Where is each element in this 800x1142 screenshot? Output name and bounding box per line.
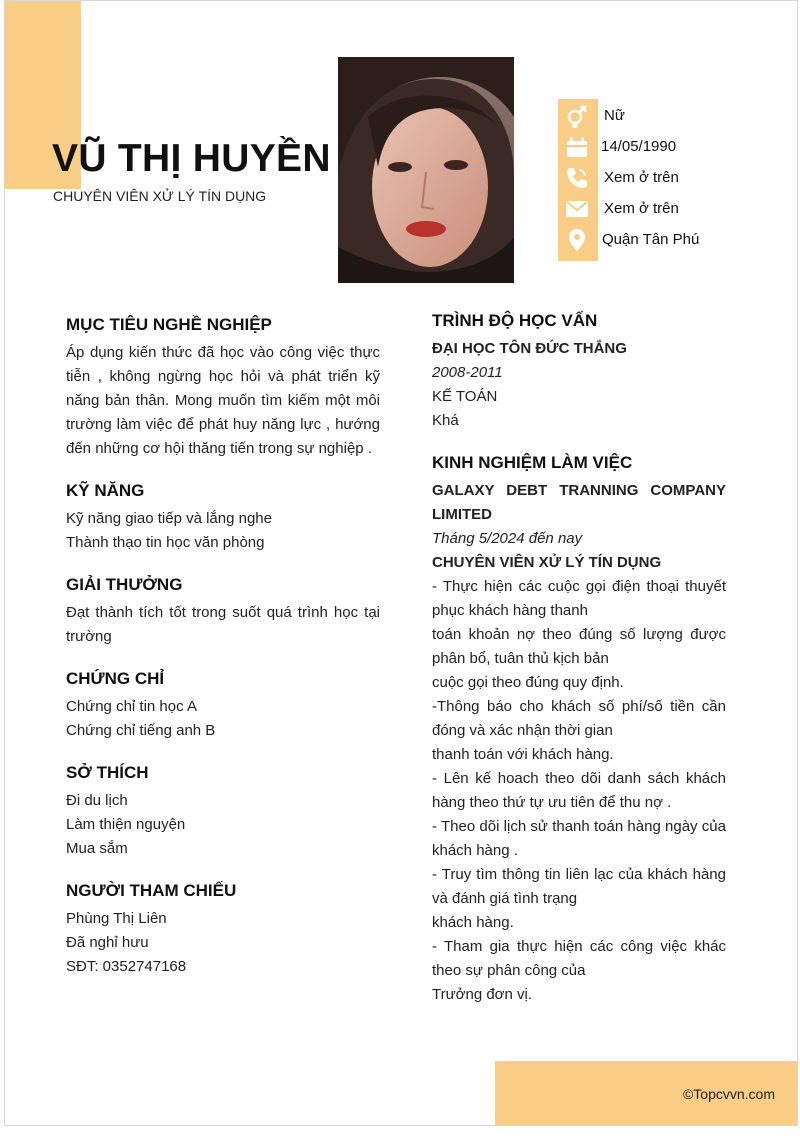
education-section — [432, 309, 726, 433]
skills-title: KỸ NĂNG — [66, 481, 145, 500]
skills-section — [66, 479, 380, 555]
contact-email — [564, 196, 764, 222]
contact-birthday — [564, 134, 764, 160]
objective-title: MỤC TIÊU NGHỀ NGHIỆP — [66, 315, 272, 334]
contact-address — [564, 227, 764, 253]
reference-item: Đã nghỉ hưu — [66, 934, 149, 951]
skill-item: Thành thạo tin học văn phòng — [66, 534, 265, 551]
experience-position: CHUYÊN VIÊN XỬ LÝ TÍN DỤNG — [432, 554, 662, 571]
duty-line: khách hàng. — [432, 914, 514, 931]
duty-line: thanh toán với khách hàng. — [432, 746, 614, 763]
contact-phone — [564, 165, 764, 191]
address-text: Quận Tân Phú — [602, 231, 700, 248]
school-name: ĐẠI HỌC TÔN ĐỨC THẮNG — [432, 340, 627, 357]
duty-line: - Truy tìm thông tin liên lạc của khách hàng và đánh giá tình trạng — [432, 866, 726, 907]
cv-page — [4, 0, 798, 1126]
experience-period: Tháng 5/2024 đến nay — [432, 530, 583, 547]
hobbies-title: SỞ THÍCH — [66, 763, 149, 782]
duty-line: cuộc gọi theo đúng quy định. — [432, 674, 624, 691]
left-column — [66, 313, 380, 997]
skill-item: Kỹ năng giao tiếp và lắng nghe — [66, 510, 272, 527]
references-title: NGƯỜI THAM CHIẾU — [66, 881, 237, 900]
hobbies-section — [66, 761, 380, 861]
calendar-icon — [564, 134, 590, 160]
education-period: 2008-2011 — [432, 364, 503, 381]
company-name: GALAXY DEBT TRANNING COMPANY LIMITED — [432, 482, 726, 523]
copyright-text: ©Topcvvn.com — [682, 1086, 775, 1102]
experience-title: KINH NGHIỆM LÀM VIỆC — [432, 453, 633, 472]
phone-icon — [564, 165, 590, 191]
hobby-item: Làm thiện nguyện — [66, 816, 186, 833]
hobby-item: Đi du lịch — [66, 792, 128, 809]
reference-item: Phùng Thị Liên — [66, 910, 167, 927]
duty-line: - Lên kế hoach theo dõi danh sách khách hàng theo thứ tự ưu tiên để thu nợ . — [432, 770, 726, 811]
candidate-name: VŨ THỊ HUYỀN — [52, 137, 331, 180]
gender-text: Nữ — [604, 107, 625, 124]
certificates-title: CHỨNG CHỈ — [66, 669, 165, 688]
contact-gender — [564, 103, 764, 129]
certificates-section — [66, 667, 380, 743]
email-text: Xem ở trên — [604, 200, 679, 217]
duty-line: - Theo dõi lịch sử thanh toán hàng ngày của khách hàng . — [432, 818, 726, 859]
education-title: TRÌNH ĐỘ HỌC VẤN — [432, 311, 598, 330]
duty-line: toán khoản nợ theo đúng số lượng được phân bổ, tuân thủ kịch bản — [432, 626, 726, 667]
gender-icon — [564, 103, 590, 129]
email-icon — [564, 196, 590, 222]
duty-line: Trưởng đơn vị. — [432, 986, 533, 1003]
certificate-item: Chứng chỉ tiếng anh B — [66, 722, 216, 739]
references-section — [66, 879, 380, 979]
objective-section — [66, 313, 380, 461]
objective-text: Áp dụng kiến thức đã học vào công việc thực tiễn , không ngừng học hỏi và phát triển kỹ năng bản thân. Mong muốn tìm kiếm một môi trường làm việc để phát huy năng lực , hướng đến những cơ hội thăng tiến trong sự nghiệp . — [66, 344, 380, 457]
education-major: KẾ TOÁN — [432, 388, 498, 405]
hobby-item: Mua sắm — [66, 840, 128, 857]
birthday-text: 14/05/1990 — [601, 138, 677, 155]
phone-text: Xem ở trên — [604, 169, 679, 186]
experience-section — [432, 451, 726, 1007]
awards-title: GIẢI THƯỞNG — [66, 575, 183, 594]
certificate-item: Chứng chỉ tin học A — [66, 698, 197, 715]
duty-line: -Thông báo cho khách số phí/số tiền cần đóng và xác nhận thời gian — [432, 698, 726, 739]
awards-section — [66, 573, 380, 649]
right-column — [432, 309, 726, 1025]
reference-item: SĐT: 0352747168 — [66, 958, 187, 975]
duty-line: - Tham gia thực hiện các công việc khác theo sự phân công của — [432, 938, 726, 979]
awards-text: Đạt thành tích tốt trong suốt quá trình học tại trường — [66, 604, 380, 645]
profile-photo — [338, 57, 514, 283]
duty-line: - Thực hiện các cuộc gọi điện thoại thuyết phục khách hàng thanh — [432, 578, 726, 619]
education-grade: Khá — [432, 412, 459, 429]
job-title: CHUYÊN VIÊN XỬ LÝ TÍN DỤNG — [53, 188, 267, 204]
location-pin-icon — [564, 227, 590, 253]
